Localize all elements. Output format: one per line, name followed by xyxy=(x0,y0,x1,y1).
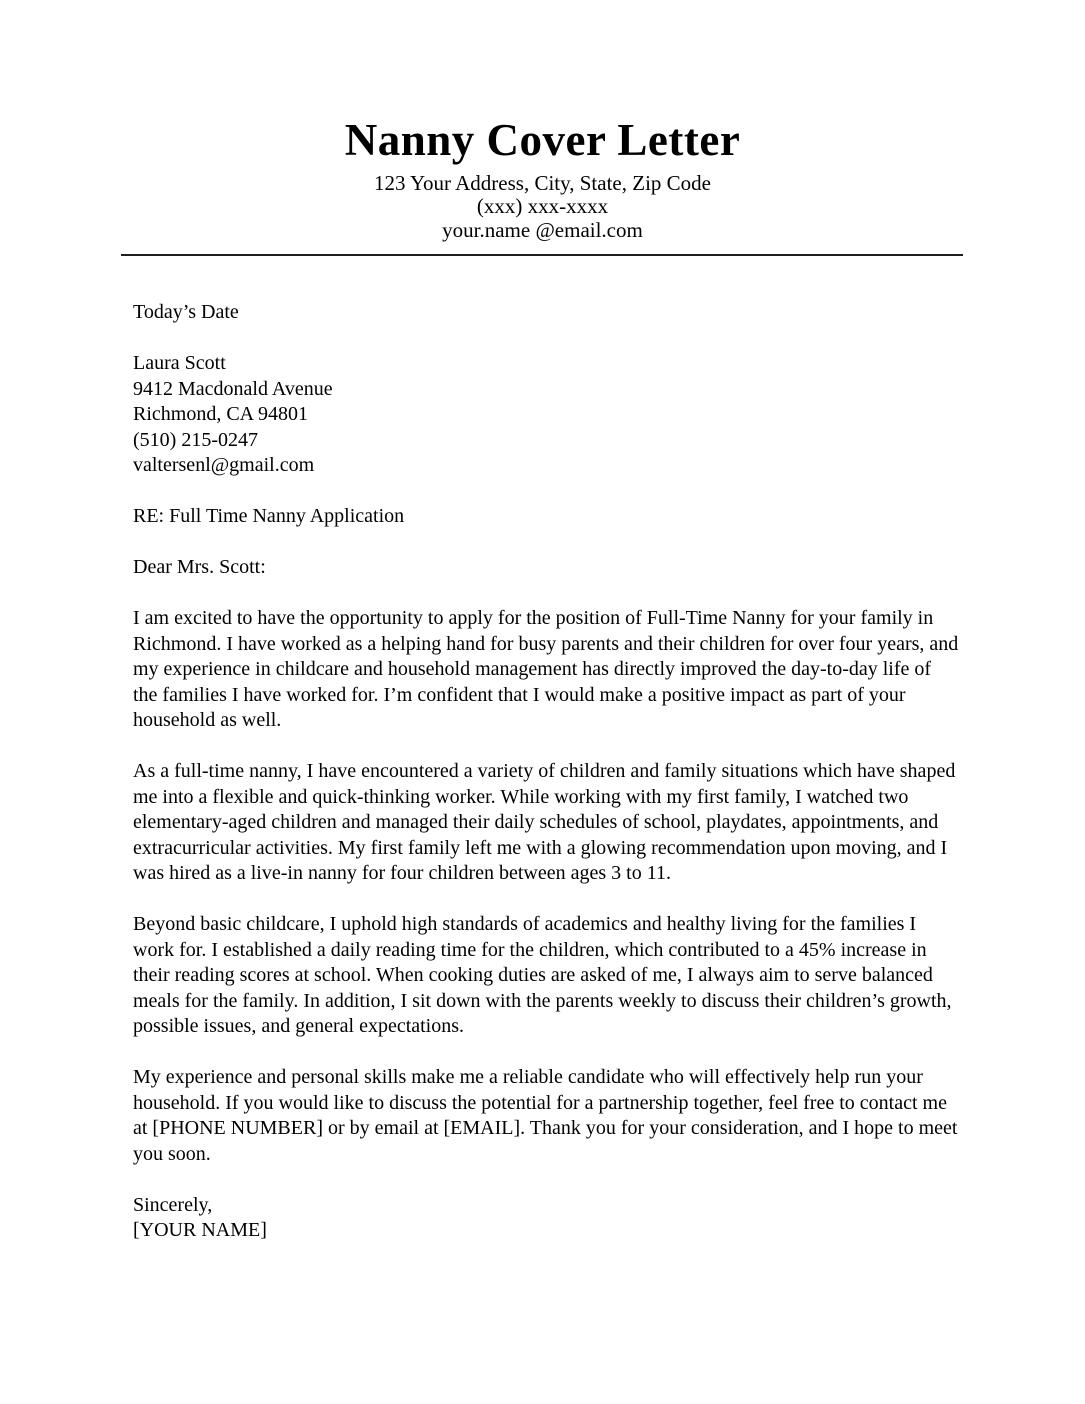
signature-block xyxy=(133,1193,960,1244)
page-title: Nanny Cover Letter xyxy=(344,115,741,165)
recipient-street: 9412 Macdonald Avenue xyxy=(133,377,333,400)
recipient-phone: (510) 215-0247 xyxy=(133,428,258,451)
recipient-city-state-zip: Richmond, CA 94801 xyxy=(133,403,309,425)
body-paragraph: My experience and personal skills make me a reliable candidate who will effectively help run your household. If you would like to discuss the potential for a partnership together, feel free to contact me at [PHONE NUMBER] or by email at [EMAIL]. Thank you for your consideration, and I hope to meet you soon. xyxy=(133,1066,958,1165)
date-line: Today’s Date xyxy=(133,301,239,323)
letter-body xyxy=(133,300,960,1244)
closing: Sincerely, xyxy=(133,1193,213,1216)
subject-line: RE: Full Time Nanny Application xyxy=(133,505,405,527)
header-divider xyxy=(121,254,963,256)
letterhead-email: your.name @email.com xyxy=(442,217,643,242)
body-paragraph: As a full-time nanny, I have encountered a variety of children and family situations which have shaped me into a flexible and quick-thinking worker. While working with my first family, I watched two elementary-aged children and managed their daily schedules of school, playdates, appointments, and extracurricular activities. My first family left me with a glowing recommendation upon moving, and I was hired as a live-in nanny for four children between ages 3 to 11. xyxy=(133,760,956,884)
letterhead-phone: (xxx) xxx-xxxx xyxy=(476,194,609,218)
salutation: Dear Mrs. Scott: xyxy=(133,556,266,578)
body-paragraph: I am excited to have the opportunity to apply for the position of Full-Time Nanny for your family in Richmond. I have worked as a helping hand for busy parents and their children for over four years, and my experience in childcare and household management has directly improved the day-to-day life of the families I have worked for. I’m confident that I would make a positive impact as part of your household as well. xyxy=(133,607,959,731)
recipient-block xyxy=(133,351,960,479)
letterhead xyxy=(0,116,1085,242)
recipient-name: Laura Scott xyxy=(133,352,226,374)
recipient-email: valtersenl@gmail.com xyxy=(133,454,315,476)
body-paragraph: Beyond basic childcare, I uphold high standards of academics and healthy living for the families I work for. I established a daily reading time for the children, which contributed to a 45% increase in their reading scores at school. When cooking duties are asked of me, I always aim to serve balanced meals for the family. In addition, I sit down with the parents weekly to discuss their children’s growth, possible issues, and general expectations. xyxy=(133,913,952,1037)
letterhead-address: 123 Your Address, City, State, Zip Code xyxy=(374,170,711,195)
signature-placeholder: [YOUR NAME] xyxy=(133,1219,267,1241)
